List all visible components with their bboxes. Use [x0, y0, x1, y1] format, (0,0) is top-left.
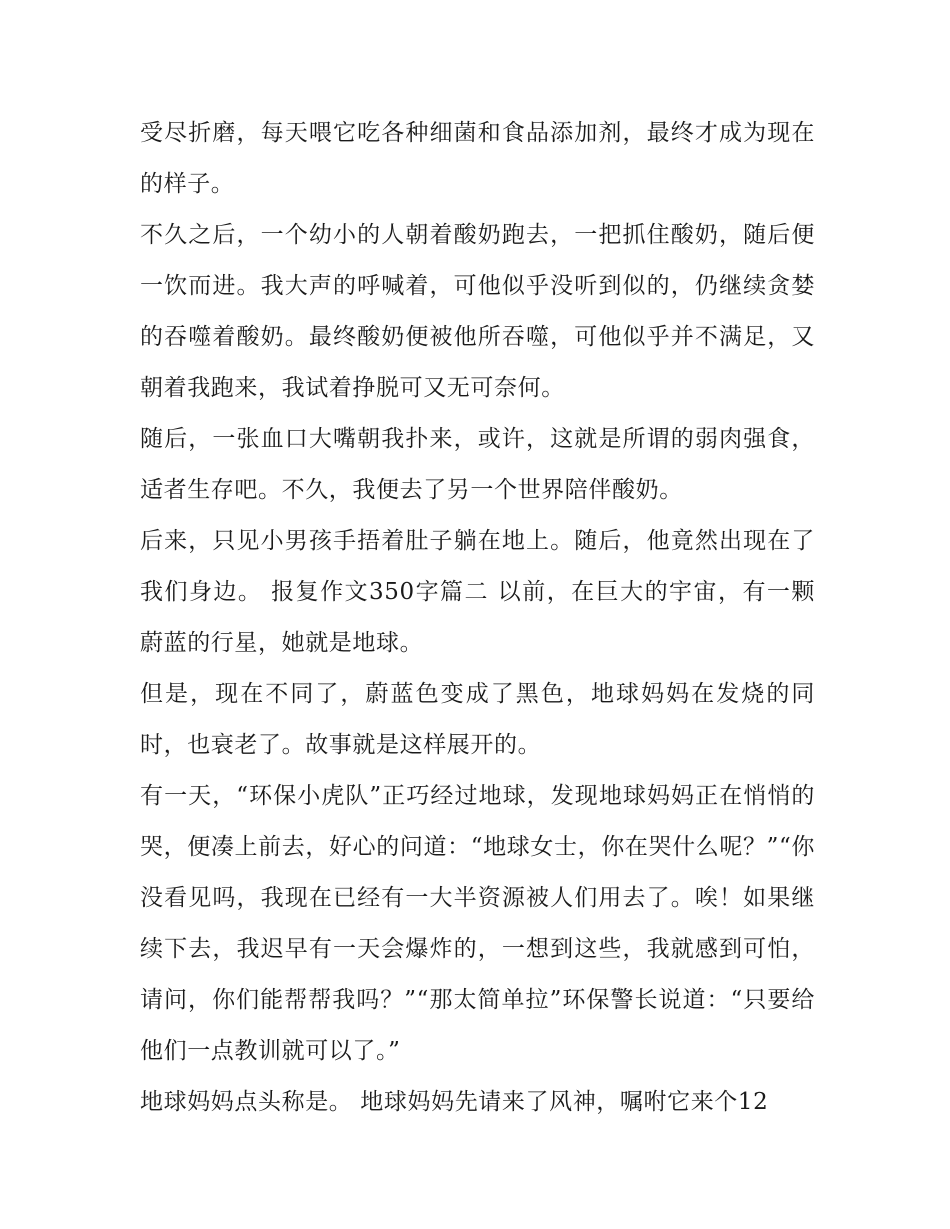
paragraph: 不久之后，一个幼小的人朝着酸奶跑去，一把抓住酸奶，随后便一饮而进。我大声的呼喊着，可他似乎没听到似的，仍继续贪婪的吞噬着酸奶。最终酸奶便被他所吞噬，可他似乎并不满足，又朝着我跑来，我试着挣脱可又无可奈何。 [140, 222, 815, 401]
paragraph: 随后，一张血口大嘴朝我扑来，或许，这就是所谓的弱肉强食，适者生存吧。不久，我便去了另一个世界陪伴酸奶。 [140, 426, 815, 503]
document-body [140, 108, 815, 1128]
paragraph: 有一天，“环保小虎队”正巧经过地球，发现地球妈妈正在悄悄的哭，便凑上前去，好心的问道：“地球女士，你在哭什么呢？”“你没看见吗，我现在已经有一大半资源被人们用去了。唉！如果继续下去，我迟早有一天会爆炸的，一想到这些，我就感到可怕，请问，你们能帮帮我吗？”“那太简单拉”环保警长说道：“只要给他们一点教训就可以了。” [140, 783, 815, 1064]
paragraph: 地球妈妈点头称是。 地球妈妈先请来了风神，嘱咐它来个12 [140, 1089, 769, 1115]
paragraph: 受尽折磨，每天喂它吃各种细菌和食品添加剂，最终才成为现在的样子。 [140, 120, 815, 197]
paragraph: 后来，只见小男孩手捂着肚子躺在地上。随后，他竟然出现在了我们身边。 报复作文350字篇二 以前，在巨大的宇宙，有一颗蔚蓝的行星，她就是地球。 [140, 528, 815, 656]
paragraph: 但是，现在不同了，蔚蓝色变成了黑色，地球妈妈在发烧的同时，也衰老了。故事就是这样展开的。 [140, 681, 815, 758]
